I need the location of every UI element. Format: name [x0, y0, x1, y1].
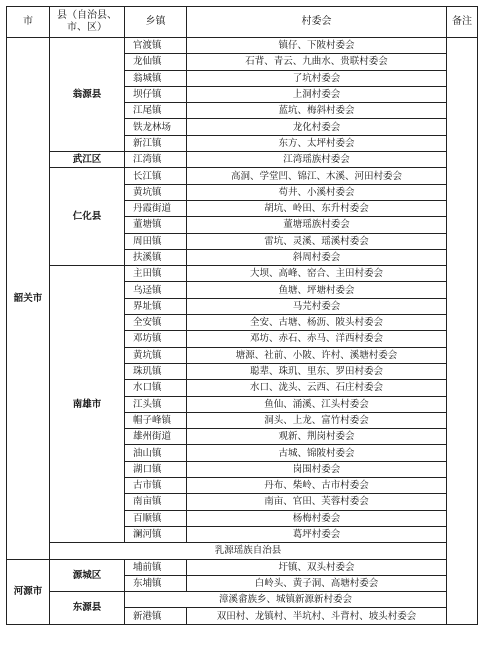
- town-cell: 油山镇: [125, 445, 187, 461]
- town-cell: 周田镇: [125, 233, 187, 249]
- town-cell: 全安镇: [125, 315, 187, 331]
- committee-cell: 石背、青云、九曲水、贵联村委会: [187, 54, 447, 70]
- committee-cell: 古城、锦陂村委会: [187, 445, 447, 461]
- committee-cell: 聪辈、珠玑、里东、罗田村委会: [187, 363, 447, 379]
- committee-cell: 圩镇、双头村委会: [187, 559, 447, 575]
- town-cell: 铁龙林场: [125, 119, 187, 135]
- committee-cell-merged: 漳溪畲族乡、城镇新源新村委会: [125, 592, 447, 608]
- committee-cell: 蓝坑、梅斜村委会: [187, 103, 447, 119]
- table-row: [7, 168, 478, 184]
- header-county: 县（自治县、市、区）: [50, 7, 125, 38]
- town-cell: 新江镇: [125, 135, 187, 151]
- committee-cell: 水口、泷头、云西、石庄村委会: [187, 380, 447, 396]
- committee-cell: 白岭头、黄子洞、高塘村委会: [187, 575, 447, 591]
- committee-cell: 鱼仙、涌溪、江头村委会: [187, 396, 447, 412]
- village-committee-table: [6, 6, 478, 625]
- committee-cell: 洞头、上龙、富竹村委会: [187, 412, 447, 428]
- committee-cell: 全安、古塘、杨沥、陂头村委会: [187, 315, 447, 331]
- table-row: [7, 543, 478, 559]
- committee-cell: 斜周村委会: [187, 249, 447, 265]
- county-cell-wengyuan: 翁源县: [50, 38, 125, 152]
- committee-cell: 大坝、高峰、窑合、主田村委会: [187, 266, 447, 282]
- town-cell: 帽子峰镇: [125, 412, 187, 428]
- committee-cell: 雷坑、灵溪、瑶溪村委会: [187, 233, 447, 249]
- county-cell-ruyuan: 乳源瑶族自治县: [50, 543, 447, 559]
- town-cell: 扶溪镇: [125, 249, 187, 265]
- city-cell-heyuan: 河源市: [7, 559, 50, 624]
- town-cell: 董塘镇: [125, 217, 187, 233]
- header-city: 市: [7, 7, 50, 38]
- committee-cell: 胡坑、岭田、东升村委会: [187, 200, 447, 216]
- committee-cell: 苟井、小溪村委会: [187, 184, 447, 200]
- town-cell: 澜河镇: [125, 526, 187, 542]
- committee-cell: 丹布、柴岭、古市村委会: [187, 478, 447, 494]
- town-cell: 古市镇: [125, 478, 187, 494]
- town-cell: 湖口镇: [125, 461, 187, 477]
- header-town: 乡镇: [125, 7, 187, 38]
- committee-cell: 双田村、龙镇村、半坑村、斗背村、坡头村委会: [187, 608, 447, 624]
- town-cell: 主田镇: [125, 266, 187, 282]
- committee-cell: 董塘瑶族村委会: [187, 217, 447, 233]
- city-cell-shaoguan: 韶关市: [7, 38, 50, 560]
- committee-cell: 葛坪村委会: [187, 526, 447, 542]
- county-cell-wujiang: 武江区: [50, 152, 125, 168]
- town-cell: 坝仔镇: [125, 86, 187, 102]
- committee-cell: 了坑村委会: [187, 70, 447, 86]
- county-cell-dongyuan: 东源县: [50, 592, 125, 625]
- county-cell-yuanchengqu: 源城区: [50, 559, 125, 592]
- header-row: [7, 7, 478, 38]
- committee-cell: 江湾瑶族村委会: [187, 152, 447, 168]
- committee-cell: 邓坊、赤石、赤马、洋西村委会: [187, 331, 447, 347]
- town-cell: 邓坊镇: [125, 331, 187, 347]
- header-note: 备注: [447, 7, 478, 38]
- committee-cell: 塘源、社前、小陂、许村、溪塘村委会: [187, 347, 447, 363]
- town-cell: 黄坑镇: [125, 184, 187, 200]
- table-row: [7, 38, 478, 54]
- town-cell: 丹霞街道: [125, 200, 187, 216]
- committee-cell: 镇仔、下陂村委会: [187, 38, 447, 54]
- committee-cell: 杨梅村委会: [187, 510, 447, 526]
- town-cell: 江湾镇: [125, 152, 187, 168]
- county-cell-renhua: 仁化县: [50, 168, 125, 266]
- town-cell: 雄州街道: [125, 429, 187, 445]
- committee-cell: 上洞村委会: [187, 86, 447, 102]
- town-cell: 官渡镇: [125, 38, 187, 54]
- committee-cell: 高洞、学堂凹、锦江、木溪、河田村委会: [187, 168, 447, 184]
- committee-cell: 岗围村委会: [187, 461, 447, 477]
- town-cell: 翁城镇: [125, 70, 187, 86]
- town-cell: 百顺镇: [125, 510, 187, 526]
- table-row: [7, 266, 478, 282]
- town-cell: 龙仙镇: [125, 54, 187, 70]
- town-cell: 界址镇: [125, 298, 187, 314]
- town-cell: 埔前镇: [125, 559, 187, 575]
- town-cell: 乌迳镇: [125, 282, 187, 298]
- town-cell: 江头镇: [125, 396, 187, 412]
- town-cell: 黄坑镇: [125, 347, 187, 363]
- town-cell: 江尾镇: [125, 103, 187, 119]
- town-cell: 水口镇: [125, 380, 187, 396]
- committee-cell: 观新、荆岗村委会: [187, 429, 447, 445]
- note-cell: [447, 38, 478, 625]
- committee-cell: 东方、太坪村委会: [187, 135, 447, 151]
- town-cell: 珠玑镇: [125, 363, 187, 379]
- committee-cell: 南亩、官田、芙蓉村委会: [187, 494, 447, 510]
- committee-cell: 鱼塘、坪塘村委会: [187, 282, 447, 298]
- town-cell: 长江镇: [125, 168, 187, 184]
- table-row: [7, 559, 478, 575]
- county-cell-nanxiong: 南雄市: [50, 266, 125, 543]
- town-cell: 东埔镇: [125, 575, 187, 591]
- town-cell: 新港镇: [125, 608, 187, 624]
- committee-cell: 马芫村委会: [187, 298, 447, 314]
- committee-cell: 龙化村委会: [187, 119, 447, 135]
- table-row: [7, 592, 478, 608]
- town-cell: 南亩镇: [125, 494, 187, 510]
- table-row: [7, 152, 478, 168]
- header-committee: 村委会: [187, 7, 447, 38]
